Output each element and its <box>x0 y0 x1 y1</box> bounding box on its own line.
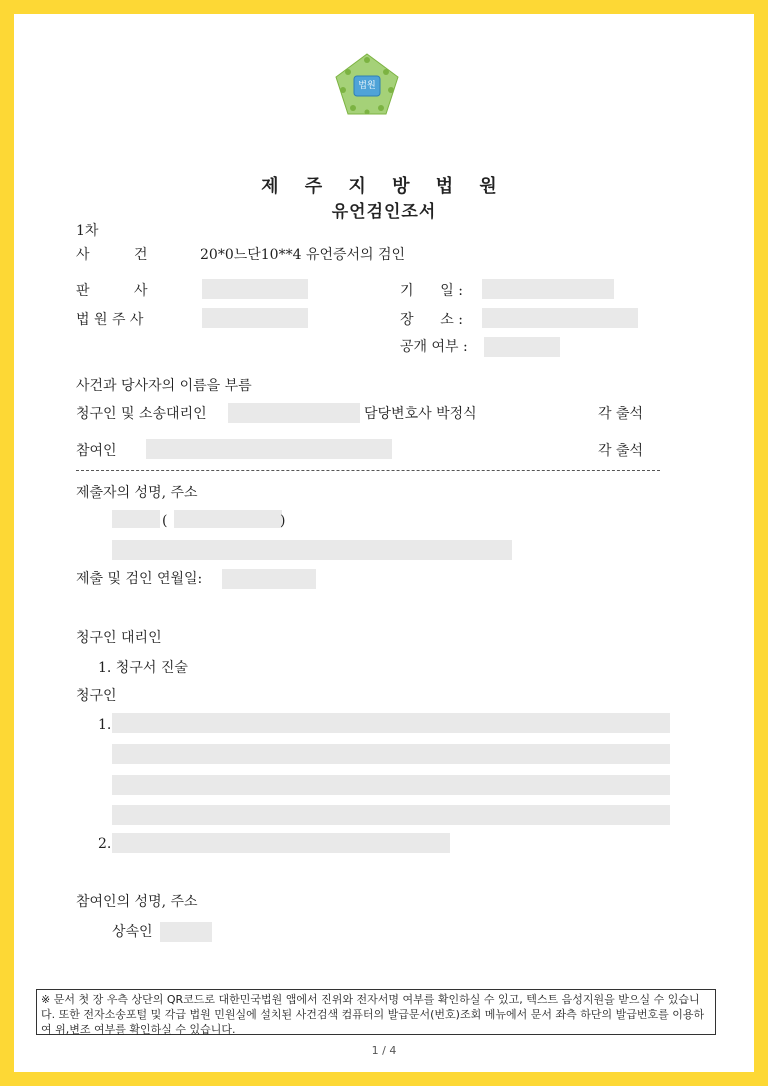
claimant-text-redacted-4 <box>112 805 670 825</box>
paren-close: ) <box>280 513 286 529</box>
claimant-item-number-1: 1. <box>98 717 112 733</box>
claimant-text-redacted-1 <box>112 713 670 733</box>
court-seal-icon <box>334 52 400 118</box>
page-number: 1 / 4 <box>371 1044 397 1057</box>
claimant-text-redacted-2 <box>112 744 670 764</box>
submitter-id-redacted <box>174 510 282 528</box>
verification-notice: ※ 문서 첫 장 우측 상단의 QR코드로 대한민국법원 앱에서 진위와 전자서명 여부를 확인하실 수 있고, 텍스트 음성지원을 받으실 수 있습니다. 또한 전자소송포털 및 각급 법원 민원실에 설치된 사건검색 컴퓨터의 발급문서(번호)조회 메뉴에서 문서 좌측 하단의 발급번호를 이용하여 위,변조 여부를 확인하실 수 있습니다. <box>36 989 716 1035</box>
document-title: 유언검인조서 <box>331 202 437 222</box>
seal-label: 법원 <box>358 81 376 91</box>
participant-redacted <box>146 439 392 459</box>
submitter-heading: 제출자의 성명, 주소 <box>76 485 198 501</box>
judge-label: 판 사 <box>76 283 148 299</box>
date-label: 기 일 : <box>400 283 463 299</box>
attorney-name: 담당변호사 박정식 <box>364 406 477 422</box>
place-label: 장 소 : <box>400 312 463 328</box>
heir-redacted <box>160 922 212 942</box>
judge-redacted <box>202 279 308 299</box>
submit-date-label: 제출 및 검인 연월일: <box>76 571 203 587</box>
public-label: 공개 여부 : <box>400 339 468 355</box>
submit-date-redacted <box>222 569 316 589</box>
participants-heading: 참여인의 성명, 주소 <box>76 894 198 910</box>
paren-open: ( <box>162 513 168 529</box>
date-redacted <box>482 279 614 299</box>
participant-label: 참여인 <box>76 443 117 459</box>
case-label: 사 건 <box>76 247 148 263</box>
clerk-label: 법 원 주 사 <box>76 312 144 328</box>
attendance-status-1: 각 출석 <box>598 406 644 422</box>
attendance-status-2: 각 출석 <box>598 443 644 459</box>
heir-label: 상속인 <box>112 924 153 940</box>
section-divider <box>76 470 660 471</box>
claimant-heading: 청구인 <box>76 688 117 704</box>
session-label: 1차 <box>76 223 99 239</box>
claimant-redacted <box>228 403 360 423</box>
public-redacted <box>484 337 560 357</box>
call-heading: 사건과 당사자의 이름을 부름 <box>76 378 252 394</box>
document-page <box>14 14 754 1072</box>
court-name: 제 주 지 방 법 원 <box>261 176 507 197</box>
agent-heading: 청구인 대리인 <box>76 630 162 646</box>
claimant-label: 청구인 및 소송대리인 <box>76 406 207 422</box>
submitter-address-redacted <box>112 540 512 560</box>
agent-item-1: 1. 청구서 진술 <box>98 660 188 676</box>
place-redacted <box>482 308 638 328</box>
claimant-text-redacted-3 <box>112 775 670 795</box>
clerk-redacted <box>202 308 308 328</box>
submitter-name-redacted <box>112 510 160 528</box>
claimant-text-redacted-5 <box>112 833 450 853</box>
claimant-item-number-2: 2. <box>98 836 112 852</box>
case-value: 20*0느단10**4 유언증서의 검인 <box>200 247 406 263</box>
